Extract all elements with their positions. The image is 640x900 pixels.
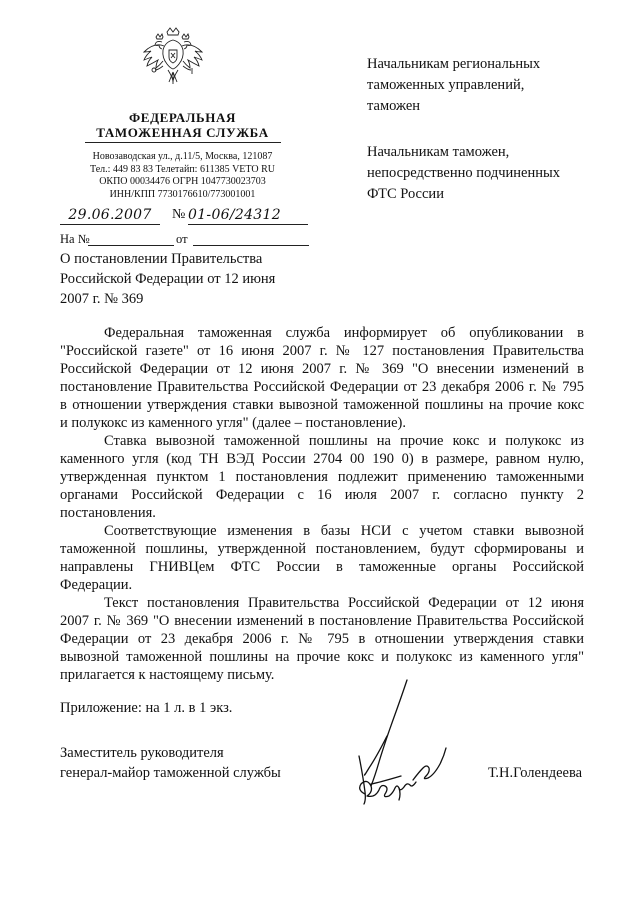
registration-line [60,204,310,226]
body-line: прилагается к настоящему письму. [60,667,275,683]
body-line: Федерации от 23 декабря 2006 г. № 795 в отношении утверждения ставки [60,631,584,647]
attachment-note: Приложение: на 1 л. в 1 экз. [60,700,233,716]
body-paragraph [60,594,584,684]
coat-of-arms-icon [138,26,208,88]
body-line: постановление Правительства Российской Федерации от 23 декабря 2006 г. № 795 [60,379,584,395]
number-sign: № [172,207,186,222]
body-line: в отношении утверждения ставки вывозной таможенной пошлины на прочие кокс [60,397,584,413]
body-line: Федерации. [60,577,133,593]
body-line: Соответствующие изменения в базы НСИ с учетом ставки вывозной [104,523,584,539]
subject-line: Российской Федерации от 12 июня [60,271,276,287]
body-line: органами Российской Федерации с 16 июля 2007 г. согласно пункту 2 [60,487,584,503]
body-line: 2007 г. № 369 "О внесении изменений в постановление Правительства Российской [60,613,584,629]
body-line: Российской Федерации от 12 июня 2007 г. № 369 "О внесении изменений в [60,361,584,377]
addressee-line: Начальникам региональных [367,56,541,72]
organization-name-line2: ТАМОЖЕННАЯ СЛУЖБА [96,125,269,140]
addressee-block [367,54,617,205]
reference-date-blank [193,245,309,246]
body-line: Текст постановления Правительства Российской Федерации от 12 июня [104,595,584,611]
signer-name: Т.Н.Голендеева [488,765,583,781]
signer-position-line: Заместитель руководителя [60,745,224,761]
document-date: 29.06.2007 [60,206,160,225]
body-line: таможенной пошлины, утвержденной постановлением, будут сформированы и [60,541,584,557]
body-line: Федеральная таможенная служба информирует об опубликовании в [104,325,584,341]
reference-number-label: На № [60,232,90,246]
body-paragraph [60,522,584,594]
addressee-line: Начальникам таможен, [367,144,510,160]
tax-id-line: ИНН/КПП 7730176610/773001001 [109,188,256,200]
letter-subject [60,249,320,309]
addressee-spacer [367,117,617,142]
subject-line: О постановлении Правительства [60,251,263,267]
addressee-line: ФТС России [367,186,444,202]
organization-address [55,151,310,201]
address-line: Новозаводская ул., д.11/5, Москва, 121087 [92,151,273,162]
registry-codes-line: ОКПО 00034476 ОГРН 1047730023703 [99,176,266,188]
body-line: и полукокс из каменного угля" (далее – постановление). [60,415,406,431]
letter-body [60,324,584,684]
body-line: постановления. [60,505,156,521]
body-line: Ставка вывозной таможенной пошлины на прочие кокс и полукокс из [104,433,584,449]
body-line: направлены ГНИВЦем ФТС России в таможенные органы Российской [60,559,584,575]
body-line: вывозной таможенной пошлины на прочие кокс и полукокс из каменного угля" [60,649,584,665]
body-line: каменного угля (код ТН ВЭД России 2704 00 190 0) в размере, равном нулю, [60,451,584,467]
organization-name-line1: ФЕДЕРАЛЬНАЯ [129,110,236,125]
reference-date-label: от [176,232,188,246]
subject-line: 2007 г. № 369 [60,291,144,307]
phone-line: Тел.: 449 83 83 Телетайп: 611385 VETO RU [90,163,275,175]
body-paragraph [60,432,584,522]
signer-position [60,743,281,783]
addressee-line: непосредственно подчиненных [367,165,560,181]
handwritten-signature-icon [335,676,460,811]
addressee-line: таможенных управлений, [367,77,525,93]
signer-position-line: генерал-майор таможенной службы [60,765,281,781]
body-line: "Российской газете" от 16 июня 2007 г. № 127 постановления Правительства [60,343,584,359]
reference-number-blank [88,245,174,246]
reference-line [60,231,310,249]
document-number: 01-06/24312 [188,206,308,225]
body-paragraph [60,324,584,432]
letterhead-divider [85,142,281,143]
body-line: утвержденная пунктом 1 постановления подлежит применению таможенными [60,469,584,485]
addressee-line: таможен [367,98,421,114]
